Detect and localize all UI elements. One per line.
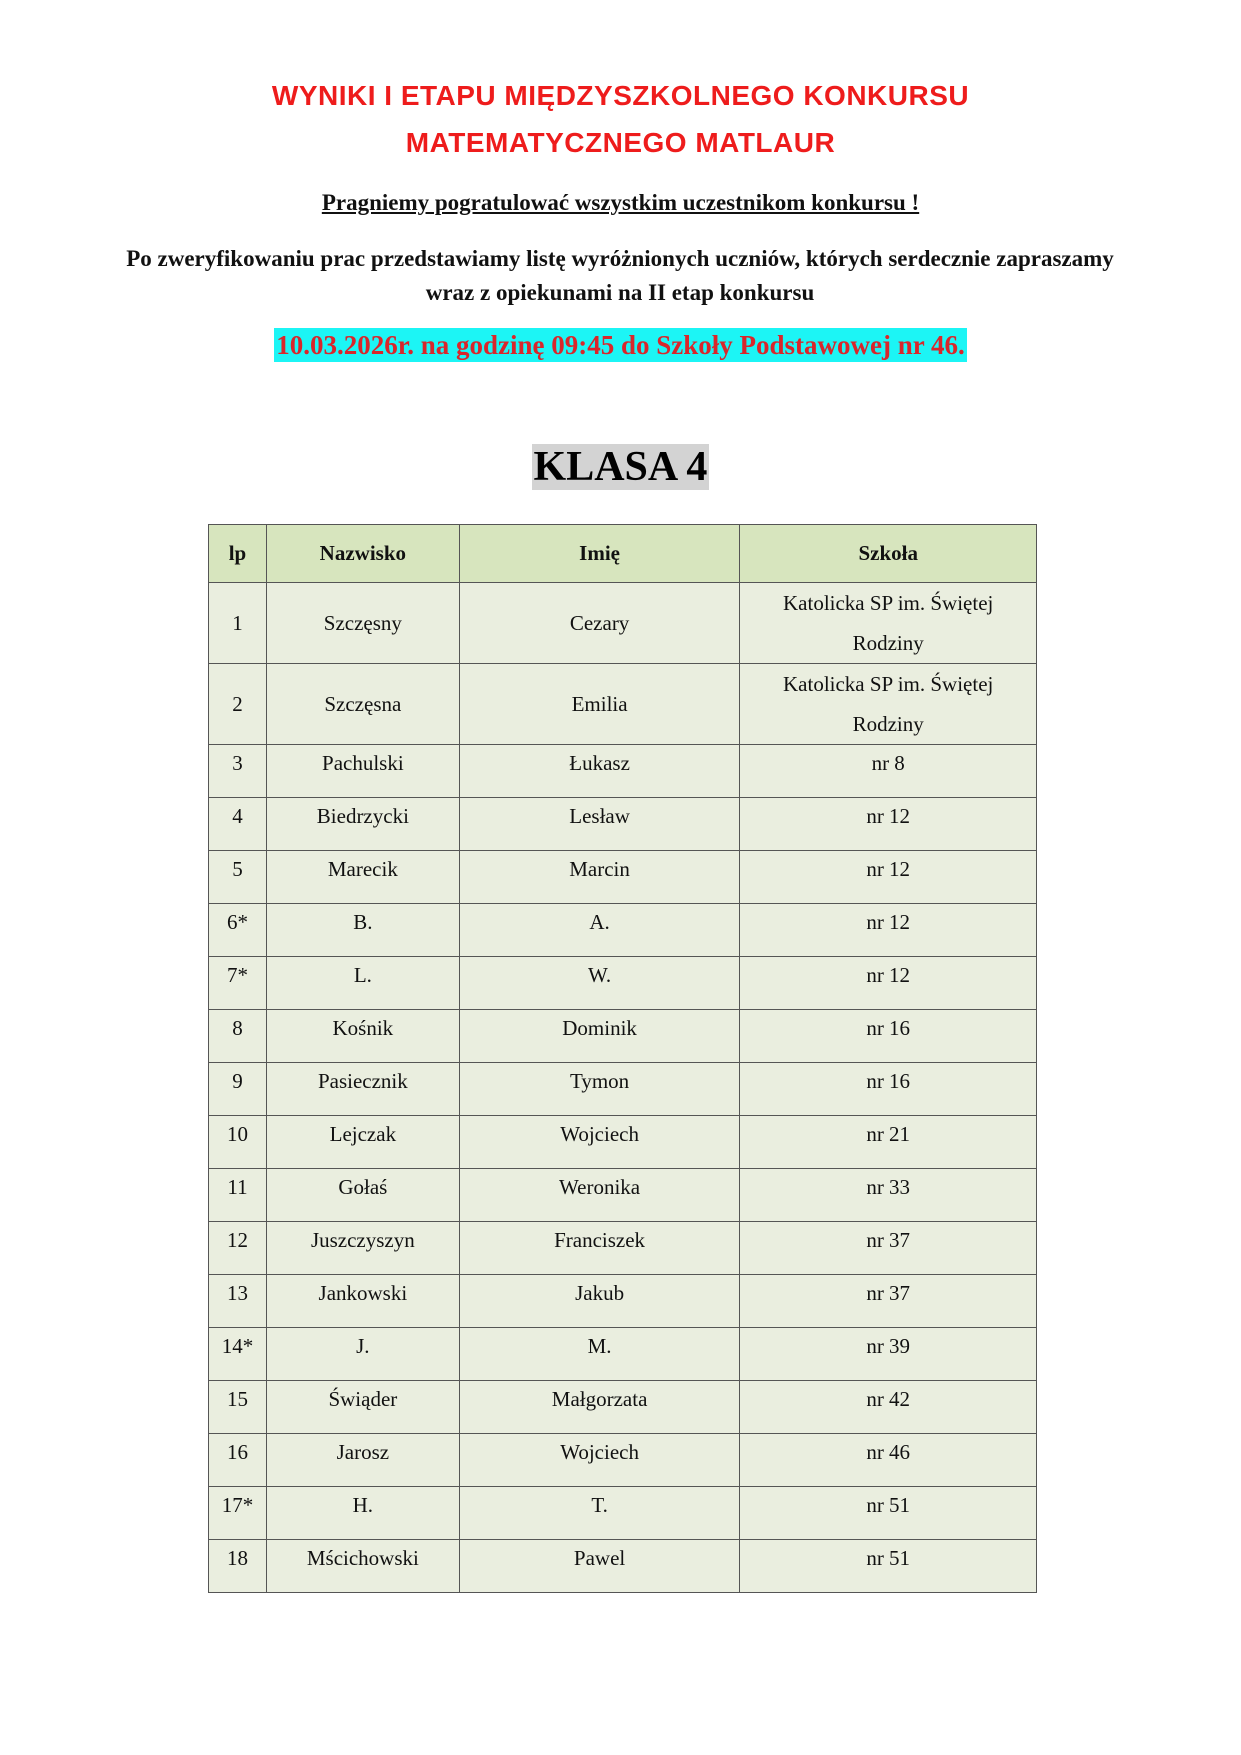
cell-lp: 8 — [209, 1010, 267, 1063]
cell-nazwisko: Szczęsna — [266, 664, 459, 745]
table-row — [209, 745, 1037, 798]
cell-imie: Emilia — [459, 664, 740, 745]
cell-nazwisko: Marecik — [266, 851, 459, 904]
results-table — [208, 524, 1037, 1593]
cell-szkola: nr 39 — [740, 1328, 1037, 1381]
cell-szkola: nr 12 — [740, 851, 1037, 904]
table-row — [209, 851, 1037, 904]
table-row — [209, 1116, 1037, 1169]
cell-imie: Wojciech — [459, 1116, 740, 1169]
cell-lp: 13 — [209, 1275, 267, 1328]
cell-szkola-line-1: Katolicka SP im. Świętej — [783, 672, 994, 696]
table-row — [209, 1010, 1037, 1063]
table-row — [209, 904, 1037, 957]
table-row — [209, 1328, 1037, 1381]
table-row — [209, 798, 1037, 851]
header-nazwisko: Nazwisko — [266, 525, 459, 583]
cell-lp: 2 — [209, 664, 267, 745]
cell-szkola — [740, 583, 1037, 664]
cell-imie: Pawel — [459, 1540, 740, 1593]
table-header-row — [209, 525, 1037, 583]
cell-imie: Lesław — [459, 798, 740, 851]
cell-imie: Małgorzata — [459, 1381, 740, 1434]
header-imie: Imię — [459, 525, 740, 583]
cell-szkola: nr 12 — [740, 957, 1037, 1010]
cell-szkola: nr 21 — [740, 1116, 1037, 1169]
cell-nazwisko: Jankowski — [266, 1275, 459, 1328]
cell-nazwisko: Szczęsny — [266, 583, 459, 664]
cell-nazwisko: J. — [266, 1328, 459, 1381]
cell-szkola: nr 8 — [740, 745, 1037, 798]
cell-nazwisko: L. — [266, 957, 459, 1010]
cell-nazwisko: Biedrzycki — [266, 798, 459, 851]
cell-szkola: nr 33 — [740, 1169, 1037, 1222]
table-row — [209, 1434, 1037, 1487]
cell-nazwisko: Lejczak — [266, 1116, 459, 1169]
cell-imie: Tymon — [459, 1063, 740, 1116]
cell-szkola-line-2: Rodziny — [852, 712, 924, 736]
cell-nazwisko: B. — [266, 904, 459, 957]
cell-nazwisko: H. — [266, 1487, 459, 1540]
cell-lp: 15 — [209, 1381, 267, 1434]
cell-szkola: nr 51 — [740, 1540, 1037, 1593]
intro-line-2: wraz z opiekunami na II etap konkursu — [425, 280, 815, 305]
cell-imie: T. — [459, 1487, 740, 1540]
cell-nazwisko: Juszczyszyn — [266, 1222, 459, 1275]
intro-line-1: Po zweryfikowaniu prac przedstawiamy listę wyróżnionych uczniów, których serdecznie zapraszamy — [126, 246, 1114, 271]
event-date-highlight: 10.03.2026r. na godzinę 09:45 do Szkoły Podstawowej nr 46. — [276, 330, 965, 360]
class-heading-text: KLASA 4 — [533, 444, 708, 490]
cell-imie: Wojciech — [459, 1434, 740, 1487]
table-row — [209, 1381, 1037, 1434]
cell-szkola: nr 12 — [740, 798, 1037, 851]
title-line-1: WYNIKI I ETAPU MIĘDZYSZKOLNEGO KONKURSU — [271, 80, 970, 111]
cell-imie: M. — [459, 1328, 740, 1381]
title-line-2: MATEMATYCZNEGO MATLAUR — [405, 127, 836, 158]
cell-lp: 11 — [209, 1169, 267, 1222]
cell-szkola: nr 16 — [740, 1010, 1037, 1063]
cell-lp: 9 — [209, 1063, 267, 1116]
cell-lp: 6* — [209, 904, 267, 957]
cell-imie: Marcin — [459, 851, 740, 904]
table-row — [209, 664, 1037, 745]
cell-szkola-line-1: Katolicka SP im. Świętej — [783, 591, 994, 615]
cell-nazwisko: Kośnik — [266, 1010, 459, 1063]
cell-lp: 7* — [209, 957, 267, 1010]
table-row — [209, 1169, 1037, 1222]
cell-lp: 4 — [209, 798, 267, 851]
cell-imie: Łukasz — [459, 745, 740, 798]
table-row — [209, 1275, 1037, 1328]
cell-lp: 3 — [209, 745, 267, 798]
cell-nazwisko: Pasiecznik — [266, 1063, 459, 1116]
cell-lp: 10 — [209, 1116, 267, 1169]
cell-lp: 1 — [209, 583, 267, 664]
cell-lp: 17* — [209, 1487, 267, 1540]
cell-nazwisko: Jarosz — [266, 1434, 459, 1487]
cell-szkola — [740, 664, 1037, 745]
table-row — [209, 583, 1037, 664]
header-lp: lp — [209, 525, 267, 583]
header-szkola: Szkoła — [740, 525, 1037, 583]
cell-nazwisko: Gołaś — [266, 1169, 459, 1222]
cell-szkola: nr 46 — [740, 1434, 1037, 1487]
cell-szkola: nr 51 — [740, 1487, 1037, 1540]
class-heading — [0, 443, 1241, 491]
congratulations-subtitle: Pragniemy pogratulować wszystkim uczestnikom konkursu ! — [321, 190, 920, 215]
cell-lp: 18 — [209, 1540, 267, 1593]
cell-imie: Jakub — [459, 1275, 740, 1328]
cell-lp: 16 — [209, 1434, 267, 1487]
cell-imie: W. — [459, 957, 740, 1010]
cell-imie: A. — [459, 904, 740, 957]
cell-lp: 12 — [209, 1222, 267, 1275]
cell-imie: Dominik — [459, 1010, 740, 1063]
cell-szkola: nr 37 — [740, 1275, 1037, 1328]
table-row — [209, 957, 1037, 1010]
table-row — [209, 1540, 1037, 1593]
table-row — [209, 1487, 1037, 1540]
cell-szkola: nr 42 — [740, 1381, 1037, 1434]
cell-nazwisko: Pachulski — [266, 745, 459, 798]
cell-szkola: nr 12 — [740, 904, 1037, 957]
event-date-line — [0, 330, 1241, 361]
cell-szkola: nr 16 — [740, 1063, 1037, 1116]
cell-lp: 5 — [209, 851, 267, 904]
cell-imie: Weronika — [459, 1169, 740, 1222]
table-row — [209, 1222, 1037, 1275]
cell-imie: Franciszek — [459, 1222, 740, 1275]
cell-nazwisko: Świąder — [266, 1381, 459, 1434]
table-row — [209, 1063, 1037, 1116]
cell-imie: Cezary — [459, 583, 740, 664]
cell-szkola-line-2: Rodziny — [852, 631, 924, 655]
cell-lp: 14* — [209, 1328, 267, 1381]
cell-szkola: nr 37 — [740, 1222, 1037, 1275]
cell-nazwisko: Mścichowski — [266, 1540, 459, 1593]
